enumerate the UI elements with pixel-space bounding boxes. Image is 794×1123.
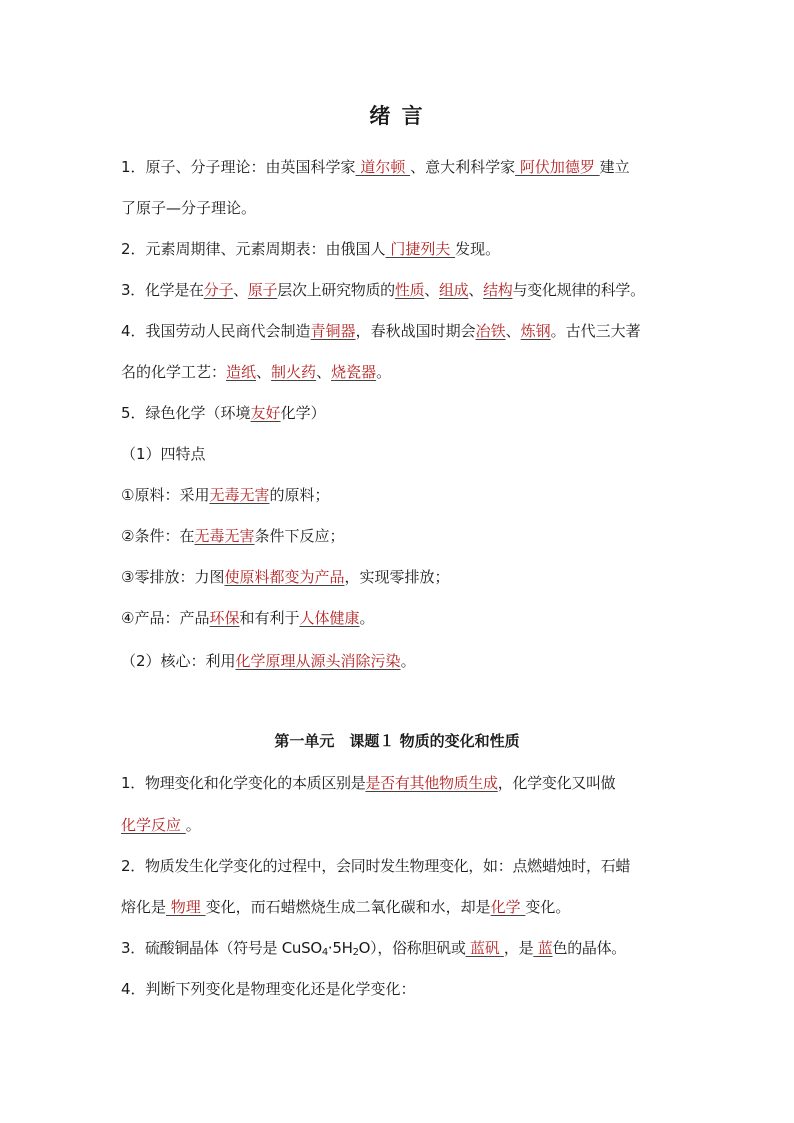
intro-item-4-cont: 名的化学工艺：造纸、制火药、烧瓷器。 bbox=[121, 363, 392, 381]
answer: 使原料都变为产品 bbox=[224, 568, 345, 586]
answer: 是否有其他物质生成 bbox=[365, 774, 498, 792]
answer: 无毒无害 bbox=[194, 527, 255, 545]
answer: 物理 bbox=[166, 898, 206, 916]
intro-item-3: 3．化学是在分子、原子层次上研究物质的性质、组成、结构与变化规律的科学。 bbox=[121, 281, 645, 299]
answer: 原子 bbox=[247, 281, 278, 299]
feature-2: ②条件：在无毒无害条件下反应； bbox=[121, 527, 345, 545]
answer: 化学 bbox=[490, 898, 526, 916]
answer: 蓝矾 bbox=[465, 939, 504, 957]
answer: 环保 bbox=[209, 609, 240, 627]
answer: 烧瓷器 bbox=[331, 363, 377, 381]
answer: 蓝 bbox=[533, 939, 553, 957]
intro-item-5: 5．绿色化学（环境友好化学） bbox=[121, 404, 326, 422]
answer-dalton: 道尔顿 bbox=[355, 158, 411, 176]
feature-1: ①原料：采用无毒无害的原料； bbox=[121, 486, 330, 504]
answer: 结构 bbox=[483, 281, 513, 299]
answer: 炼钢 bbox=[520, 322, 551, 340]
unit1-item-1-cont: 化学反应 。 bbox=[121, 816, 201, 834]
answer: 造纸 bbox=[226, 363, 257, 381]
unit1-item-4: 4．判断下列变化是物理变化还是化学变化： bbox=[121, 980, 416, 998]
answer: 制火药 bbox=[271, 363, 317, 381]
answer: 性质 bbox=[394, 281, 425, 299]
unit1-item-2: 2．物质发生化学变化的过程中，会同时发生物理变化，如：点燃蜡烛时，石蜡 bbox=[121, 857, 631, 875]
answer: 人体健康 bbox=[299, 609, 360, 627]
page-title: 绪 言 bbox=[369, 104, 425, 128]
unit1-item-1: 1．物理变化和化学变化的本质区别是是否有其他物质生成，化学变化又叫做 bbox=[121, 774, 616, 792]
intro-item-2: 2．元素周期律、元素周期表：由俄国人 门捷列夫 发现。 bbox=[121, 240, 501, 258]
answer: 友好 bbox=[250, 404, 281, 422]
answer: 冶铁 bbox=[475, 322, 506, 340]
answer-mendeleev: 门捷列夫 bbox=[385, 240, 456, 258]
intro-item-1-cont: 了原子—分子理论。 bbox=[121, 199, 257, 217]
section-title: 第一单元 课题１ 物质的变化和性质 bbox=[274, 732, 520, 750]
intro-item-1: 1．原子、分子理论：由英国科学家 道尔顿 、意大利科学家 阿伏加德罗 建立 bbox=[121, 158, 630, 176]
answer: 分子 bbox=[203, 281, 234, 299]
features-heading: （1）四特点 bbox=[121, 445, 206, 463]
intro-item-4: 4．我国劳动人民商代会制造青铜器，春秋战国时期会冶铁、炼钢。古代三大著 bbox=[121, 322, 641, 340]
answer-avogadro: 阿伏加德罗 bbox=[515, 158, 600, 176]
answer: 化学反应 bbox=[121, 816, 186, 834]
answer: 化学原理从源头消除污染 bbox=[235, 652, 401, 670]
answer: 组成 bbox=[438, 281, 469, 299]
answer: 青铜器 bbox=[310, 322, 356, 340]
core-point: （2）核心：利用化学原理从源头消除污染。 bbox=[121, 652, 416, 670]
feature-4: ④产品：产品环保和有利于人体健康。 bbox=[121, 609, 375, 627]
unit1-item-3: 3．硫酸铜晶体（符号是 $CuSO_4\cdot 5H_2O$），俗称胆矾或 蓝矾 ，是 蓝色的晶体。 bbox=[121, 939, 627, 958]
unit1-item-2-cont: 熔化是 物理 变化，而石蜡燃烧生成二氧化碳和水，却是化学 变化。 bbox=[121, 898, 571, 916]
feature-3: ③零排放：力图使原料都变为产品，实现零排放； bbox=[121, 568, 450, 586]
answer: 无毒无害 bbox=[209, 486, 270, 504]
